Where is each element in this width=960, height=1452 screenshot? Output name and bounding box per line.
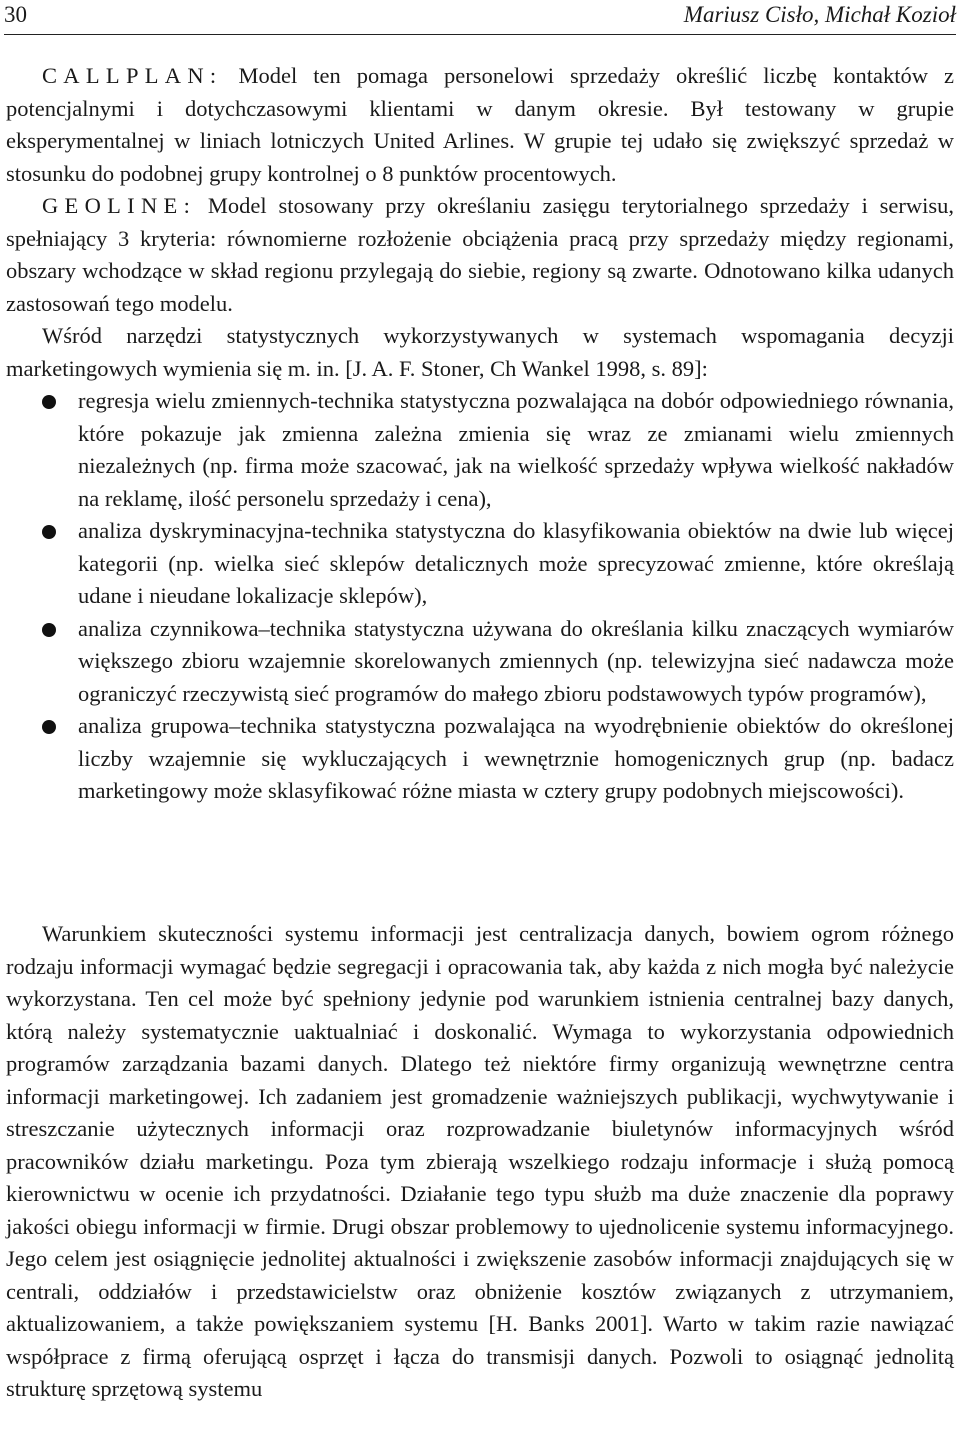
bullet-text: analiza grupowa–technika statystyczna pozwalająca na wyodrębnienie obiektów do określonej liczby wzajemnie się wykluczających i wewnętrznie homogenicznych grup (np. badacz marketingowy może sklasyfikować różne miasta w cztery grupy podobnych miejscowości).	[78, 713, 954, 803]
bullet-text: analiza dyskryminacyjna-technika statystyczna do klasyfikowania obiektów na dwie lub więcej kategorii (np. wielka sieć sklepów detalicznych może sprecyzować zmienne, które określają udane i nieudane lokalizacje sklepów),	[78, 518, 954, 608]
bullet-dot-icon	[42, 525, 56, 539]
bullet-dot-icon	[42, 623, 56, 637]
tools-bullet-list	[6, 385, 954, 808]
list-item	[6, 710, 954, 808]
bullet-text: regresja wielu zmiennych-technika statystyczna pozwalająca na dobór odpowiedniego równania, które pokazuje jak zmienna zależna zmienia się wraz ze zmianami wielu zmiennych niezależnych (np. firma może szacować, jak na wielkość sprzedaży wpływa wielkość nakładów na reklamę, ilość personelu sprzedaży i cena),	[78, 388, 954, 511]
callplan-paragraph	[6, 60, 954, 190]
callplan-text: Model ten pomaga personelowi sprzedaży określić liczbę kontaktów z potencjalnymi i dotychczasowymi klientami w danym okresie. Był testowany w grupie eksperymentalnej w liniach lotniczych United Arlines. W grupie tej udało się zwiększyć sprzedaż w stosunku do podobnej grupy kontrolnej o 8 punktów procentowych.	[6, 63, 954, 186]
models-section	[6, 60, 954, 808]
header-rule	[4, 34, 956, 35]
page-header	[4, 0, 956, 34]
closing-paragraph: Warunkiem skuteczności systemu informacji jest centralizacja danych, bowiem ogrom różnego rodzaju informacji wymagać będzie segregacji i opracowania tak, aby każda z nich mogła być należycie wykorzystana. Ten cel może być spełniony jedynie pod warunkiem istnienia centralnej bazy danych, którą należy systematycznie uaktualniać i doskonalić. Wymaga to wykorzystania odpowiednich programów zarządzania bazami danych. Dlatego też niektóre firmy organizują wewnętrzne centra informacji marketingowej. Ich zadaniem jest gromadzenie ważniejszych publikacji, wychwytywanie i streszczanie użytecznych informacji oraz rozprowadzanie biuletynów informacyjnych wśród pracowników działu marketingu. Poza tym zbierają wszelkiego rodzaju informacje i służą pomocą kierownictwu w ocenie ich przydatności. Działanie tego typu służb ma duże znaczenie dla poprawy jakości obiegu informacji w firmie. Drugi obszar problemowy to ujednolicenie systemu informacyjnego. Jego celem jest osiągnięcie jednolitej aktualności i zwiększenie zasobów informacji znajdujących się w centrali, oddziałów i przedstawicielstw oraz obniżenie kosztów związanych z utrzymaniem, aktualizowaniem, a także powiększaniem systemu [H. Banks 2001]. Warto w takim razie nawiązać współprace z firmą oferującą osprzęt i łącza do transmisji danych. Pozwoli to osiągnąć jednolitą strukturę sprzętową systemu	[6, 921, 954, 1401]
geoline-text: Model stosowany przy określaniu zasięgu terytorialnego sprzedaży i serwisu, spełniający 3 kryteria: równomierne rozłożenie obciążenia pracą przy sprzedaży między regionami, obszary wchodzące w skład regionu przylegają do siebie, regiony są zwarte. Odnotowano kilka udanych zastosowań tego modelu.	[6, 193, 954, 316]
bullet-dot-icon	[42, 720, 56, 734]
geoline-paragraph	[6, 190, 954, 320]
running-head-authors: Mariusz Cisło, Michał Kozioł	[683, 2, 956, 27]
list-item	[6, 385, 954, 515]
list-item	[6, 515, 954, 613]
page-number: 30	[4, 2, 27, 27]
list-item	[6, 613, 954, 711]
bullet-text: analiza czynnikowa–technika statystyczna używana do określania kilku znaczących wymiarów większego zbioru wzajemnie skorelowanych zmiennych (np. telewizyjna sieć nadawcza może ograniczyć rzeczywistą sieć programów do małego zbioru podstawowych typów programów),	[78, 615, 954, 706]
tools-intro-paragraph: Wśród narzędzi statystycznych wykorzystywanych w systemach wspomagania decyzji marketingowych wymienia się m. in. [J. A. F. Stoner, Ch Wankel 1998, s. 89]:	[6, 323, 954, 381]
callplan-label: CALLPLAN:	[42, 63, 223, 88]
closing-section	[6, 918, 954, 1406]
geoline-label: GEOLINE:	[42, 193, 197, 218]
bullet-dot-icon	[42, 395, 56, 409]
